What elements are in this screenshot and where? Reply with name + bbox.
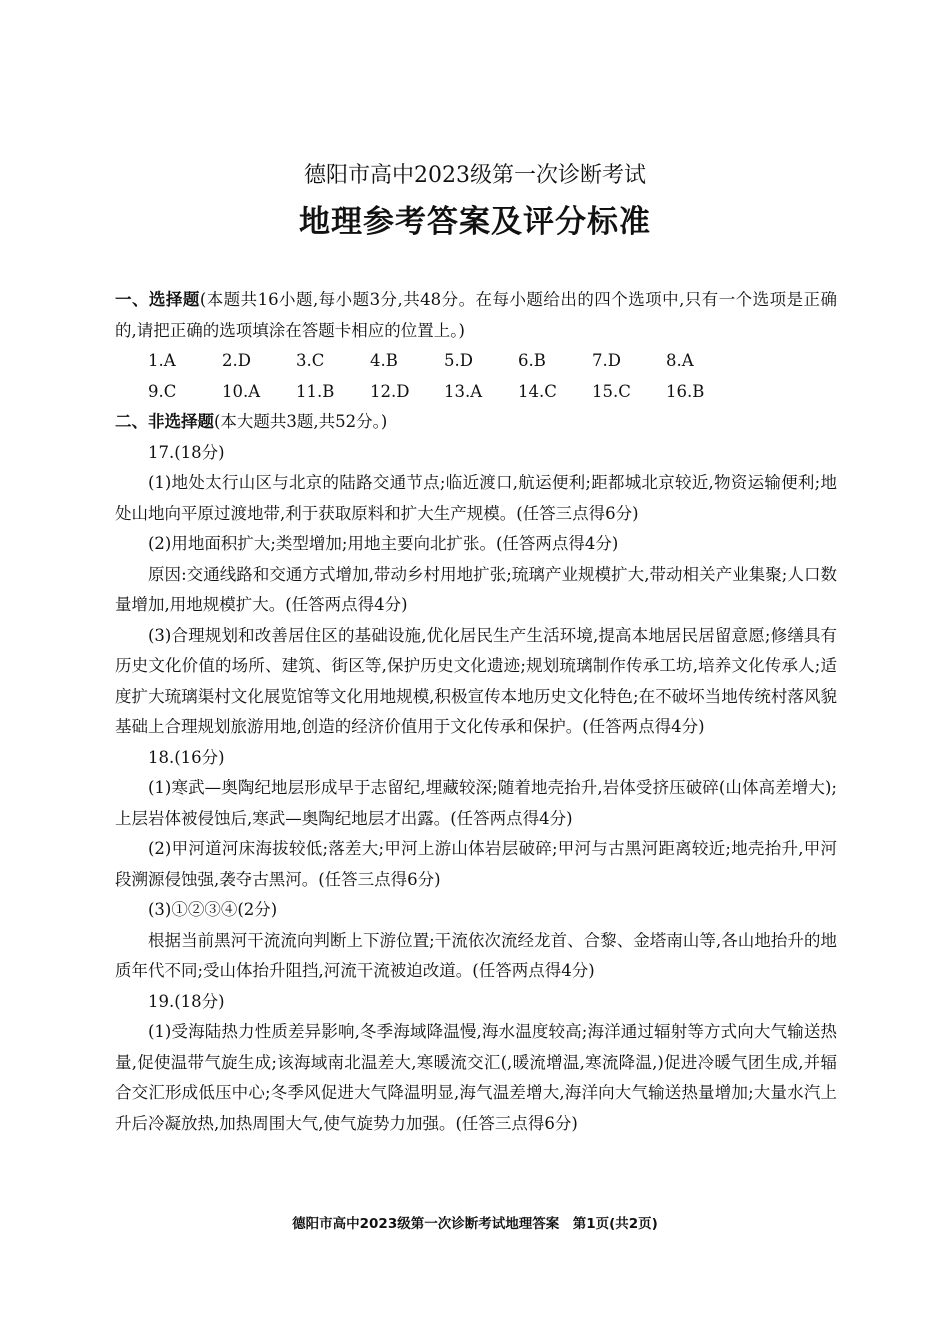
answer-item: 14.C (518, 381, 557, 401)
answer-item: 5.D (444, 351, 473, 370)
answer-item: 2.D (222, 351, 251, 370)
answer-body (115, 285, 837, 1139)
q17-reason: 原因:交通线路和交通方式增加,带动乡村用地扩张;琉璃产业规模扩大,带动相关产业集聚;人口数量增加,用地规模扩大。(任答两点得4分) (115, 564, 837, 614)
answer-item: 7.D (592, 351, 621, 370)
answer-item: 10.A (222, 381, 261, 401)
q18-part1: (1)寒武—奥陶纪地层形成早于志留纪,埋藏较深;随着地壳抬升,岩体受挤压破碎(山体高差增大);上层岩体被侵蚀后,寒武—奥陶纪地层才出露。(任答两点得4分) (115, 778, 837, 828)
q19-label: 19.(18分) (148, 991, 225, 1011)
document-title: 地理参考答案及评分标准 (299, 204, 651, 240)
q17-part3: (3)合理规划和改善居住区的基础设施,优化居民生产生活环境,提高本地居民居留意愿;修缮具有历史文化价值的场所、建筑、街区等,保护历史文化遗迹;规划琉璃制作传承工坊,培养文化传承人;适度扩大琉璃渠村文化展览馆等文化用地规模,积极宣传本地历史文化特色;在不破坏当地传统村落风貌基础上合理规划旅游用地,创造的经济价值用于文化传承和保护。(任答两点得4分) (115, 625, 837, 736)
page-footer: 德阳市高中2023级第一次诊断考试地理答案 第1页(共2页) (292, 1216, 658, 1232)
q18-explanation: 根据当前黑河干流流向判断上下游位置;干流依次流经龙首、合黎、金塔南山等,各山地抬升的地质年代不同;受山体抬升阻挡,河流干流被迫改道。(任答两点得4分) (115, 930, 837, 980)
answer-item: 12.D (370, 381, 410, 401)
q18-part3: (3)①②③④(2分) (148, 900, 278, 919)
answer-item: 4.B (370, 351, 398, 370)
q18-part2: (2)甲河道河床海拔较低;落差大;甲河上游山体岩层破碎;甲河与古黑河距离较近;地壳抬升,甲河段溯源侵蚀强,袭夺古黑河。(任答三点得6分) (115, 839, 837, 889)
answer-item: 16.B (666, 381, 705, 401)
answer-item: 1.A (148, 351, 176, 370)
answer-item: 11.B (296, 381, 335, 401)
answer-item: 3.C (296, 351, 325, 370)
answer-item: 6.B (518, 351, 546, 370)
answer-item: 13.A (444, 381, 483, 401)
answer-item: 8.A (666, 351, 694, 370)
q17-label: 17.(18分) (148, 442, 225, 462)
answers-row-1 (115, 346, 837, 377)
section2-heading: 二、非选择题 (115, 412, 214, 431)
answer-item: 9.C (148, 381, 177, 401)
section1-heading: 一、选择题 (115, 290, 200, 309)
answers-row-2 (115, 377, 837, 408)
section2-instruction: (本大题共3题,共52分。) (214, 412, 388, 431)
q18-label: 18.(16分) (148, 747, 225, 767)
answer-item: 15.C (592, 381, 631, 401)
section2-intro (115, 407, 837, 438)
q19-part1: (1)受海陆热力性质差异影响,冬季海域降温慢,海水温度较高;海洋通过辐射等方式向大气输送热量,促使温带气旋生成;该海域南北温差大,寒暖流交汇(,暖流增温,寒流降温,)促进冷暖气团生成,并辐合交汇形成低压中心;冬季风促进大气降温明显,海气温差增大,海洋向大气输送热量增加;大量水汽上升后冷凝放热,加热周围大气,使气旋势力加强。(任答三点得6分) (115, 1022, 837, 1133)
exam-title: 德阳市高中2023级第一次诊断考试 (304, 163, 646, 188)
q17-part2: (2)用地面积扩大;类型增加;用地主要向北扩张。(任答两点得4分) (148, 534, 619, 553)
section1-instruction: (本题共16小题,每小题3分,共48分。在每小题给出的四个选项中,只有一个选项是正确的,请把正确的选项填涂在答题卡相应的位置上。) (115, 290, 837, 340)
section1-intro (115, 285, 837, 346)
q17-part1: (1)地处太行山区与北京的陆路交通节点;临近渡口,航运便利;距都城北京较近,物资运输便利;地处山地向平原过渡地带,利于获取原料和扩大生产规模。(任答三点得6分) (115, 473, 837, 523)
